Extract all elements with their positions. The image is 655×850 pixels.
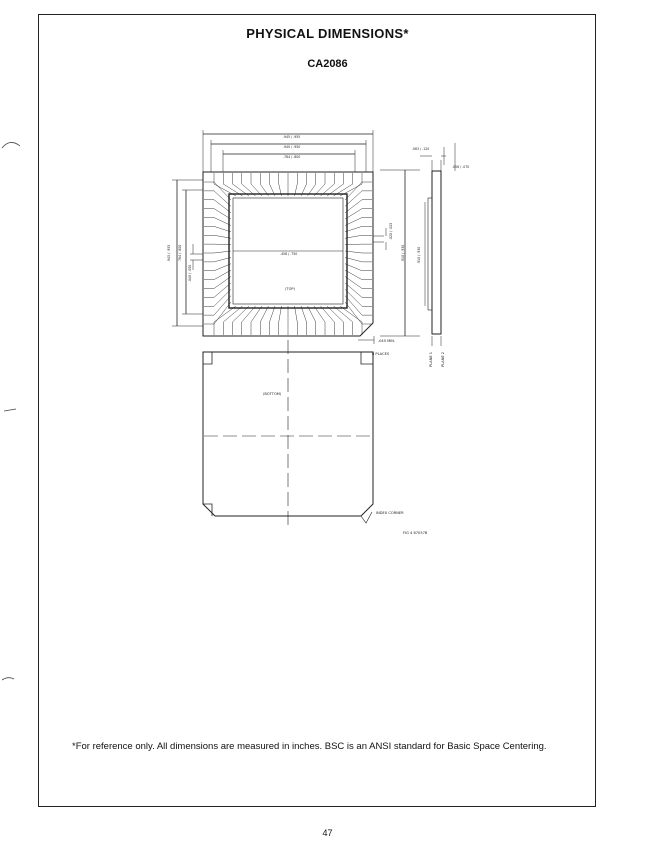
dim-inner-top: .784 / .800 [283, 155, 301, 159]
dim-right-side-2: .910 / .930 [417, 246, 421, 264]
margin-marks [0, 0, 40, 850]
footnote: *For reference only. All dimensions are measured in inches. BSC is an ANSI standard for Basic Space Centering. [72, 741, 547, 752]
dim-right-side: .910 / .930 [401, 244, 405, 262]
figure-number: FIG 4 87057B [403, 531, 428, 535]
part-number: CA2086 [307, 58, 348, 70]
bottom-view-label: (BOTTOM) [263, 392, 282, 396]
dim-left-inner: .784 / .800 [178, 244, 182, 262]
side-view-body [432, 171, 441, 334]
places-note: 8 PLACES [372, 352, 390, 356]
dim-outer-top: .945 / .955 [283, 135, 301, 139]
page-title: PHYSICAL DIMENSIONS* [246, 26, 409, 41]
dim-pin-pitch: .020 / .025 [389, 222, 393, 240]
min-note: .045 MIN. [378, 339, 396, 343]
index-corner-label: INDEX CORNER [376, 511, 404, 515]
top-view-label: (TOP) [285, 287, 295, 291]
dim-left-pitch: .040 / .050 [188, 264, 192, 282]
bottom-view-outline [203, 352, 373, 516]
plane-1-label: PLANE 1 [429, 351, 433, 367]
dim-left-outer: .945 / .955 [167, 244, 171, 262]
dim-center: .458 / .750 [280, 252, 298, 256]
dim-side-a: .063 / .120 [412, 147, 430, 151]
dim-side-b: .056 / .070 [452, 165, 470, 169]
page-number: 47 [322, 828, 333, 838]
dim-mid-top: .940 / .950 [283, 145, 301, 149]
plane-2-label: PLANE 2 [441, 351, 445, 367]
